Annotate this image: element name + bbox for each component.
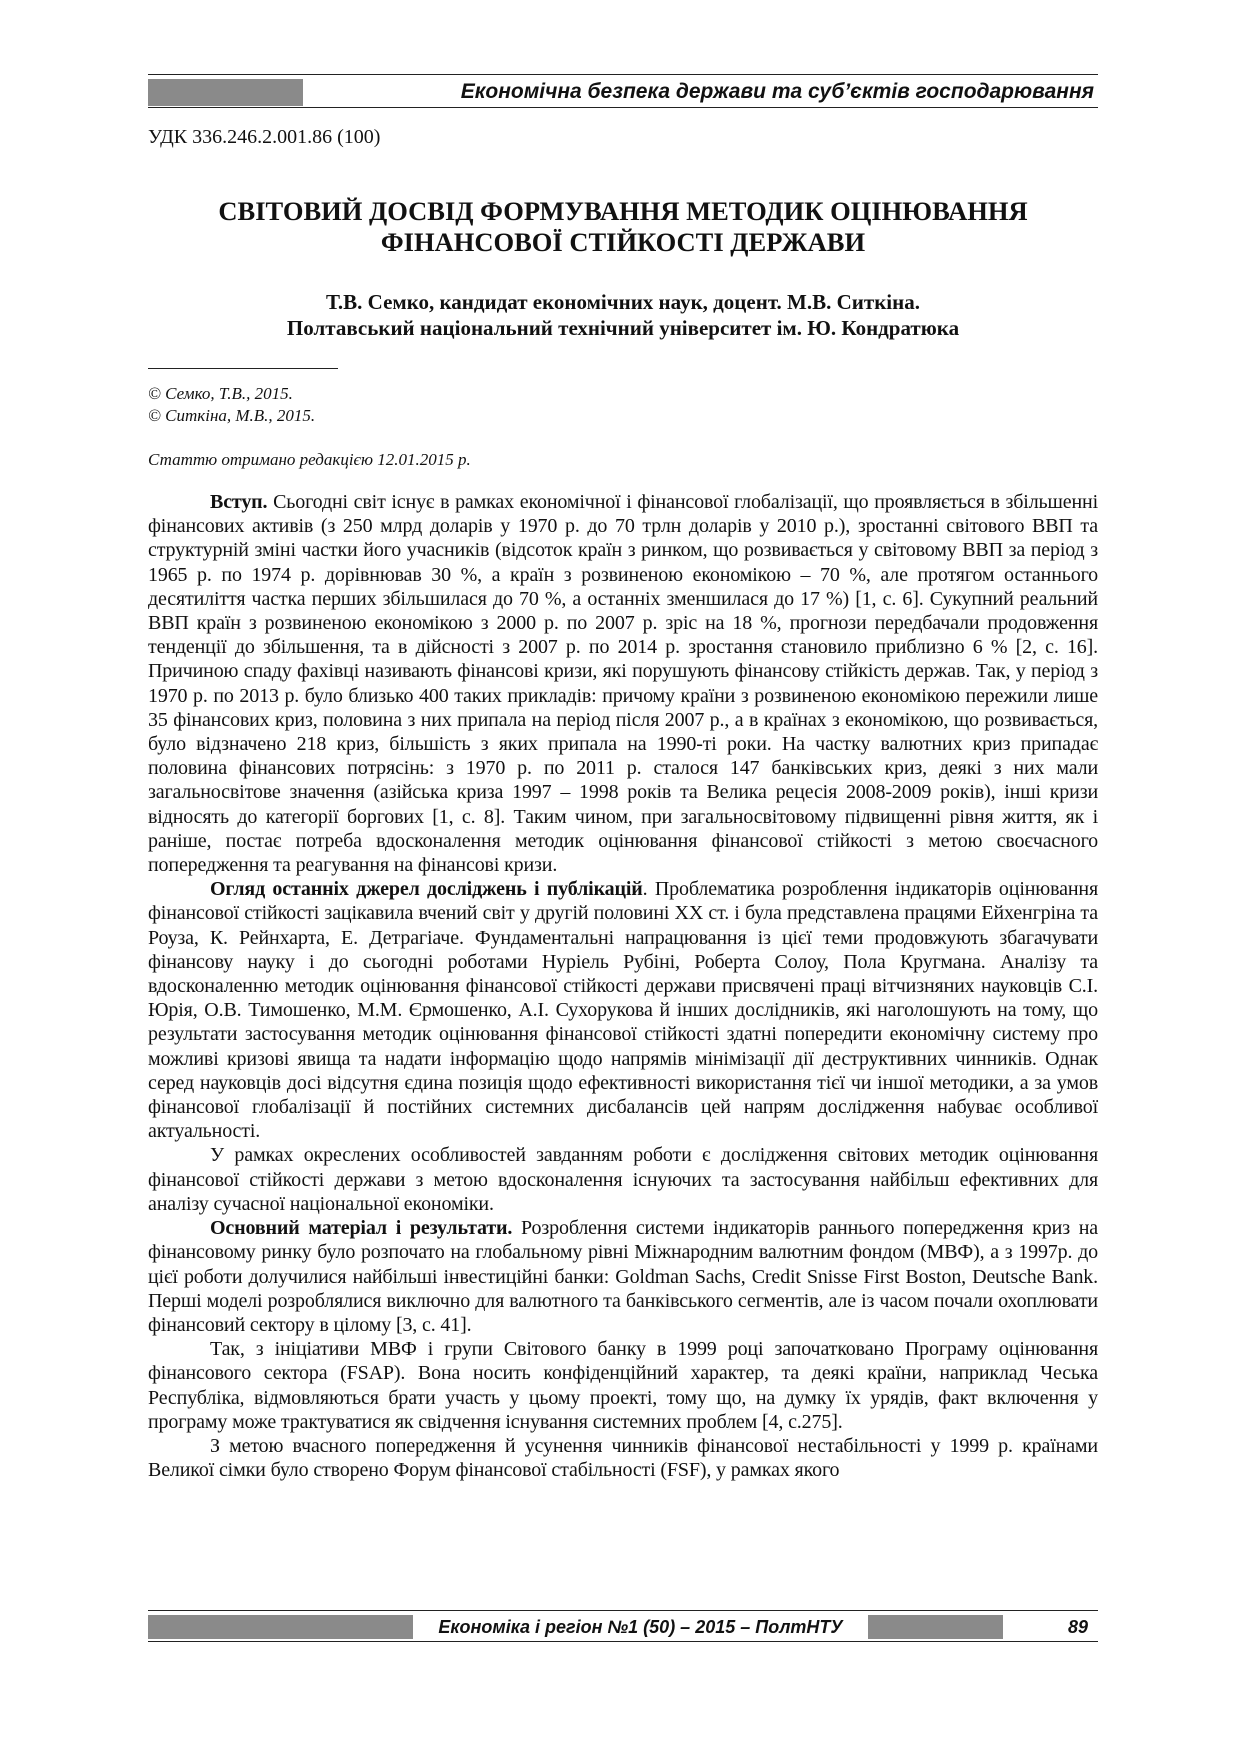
udk-code: УДК 336.246.2.001.86 (100) [148, 126, 381, 148]
paragraph-lead: Вступ. [210, 491, 268, 513]
paragraph-lead: Основний матеріал і результати. [210, 1217, 513, 1240]
journal-issue: Економіка і регіон №1 (50) – 2015 – ПолтНТУ [438, 1617, 843, 1637]
paragraph-text: Розроблення системи індикаторів раннього попередження криз на фінансовому ринку було розпочато на глобальному рівні Міжнародним валютним фондом (МВФ), а з 1997р. до цієї роботи долучилися найбільші інвестиційні банки: Goldman Sachs, Credit Snisse First Boston, Deutsche Bank. Перші моделі розроблялися виключно для валютного та банківського сегментів, але із часом почали охоплювати фінансовий сектору в цілому [3, с. 41]. [148, 1217, 1098, 1336]
header-gray-band [148, 79, 303, 106]
running-header [148, 74, 1098, 110]
footnote-rule [148, 368, 338, 369]
authors-line: Т.В. Семко, кандидат економічних наук, доцент. М.В. Ситкіна. [325, 290, 920, 314]
paragraph-text: . Проблематика розроблення індикаторів оцінювання фінансової стійкості зацікавила вчений світ у другій половині XX ст. і була представлена працями Ейхенгріна та Роуза, К. Рейнхарта, Е. Детрагіаче. Фундаментальні напрацювання із цієї теми продовжують збагачувати фінансову науку і до сьогодні роботами Нуріель Рубіні, Роберта Солоу, Пола Кругмана. Аналізу та вдосконаленню методик оцінювання фінансової стійкості держави присвячені праці вітчизняних науковців С.І. Юрія, О.В. Тимошенко, М.М. Єрмошенко, А.І. Сухорукова й інших дослідників, які наголошують на тому, що результати застосування методик оцінювання фінансової стійкості здатні попередити економічну систему про можливі кризові явища та надати інформацію щодо напрямів мінімізації дії деструктивних чинників. Однак серед науковців досі відсутня єдина позиція щодо ефективності використання тієї чи іншої методики, а за умов фінансової глобалізації й постійних системних дисбалансів цей напрям дослідження набуває особливої актуальності. [148, 878, 1098, 1143]
affiliation-line: Полтавський національний технічний університет ім. Ю. Кондратюка [286, 316, 960, 340]
copyright-line: © Ситкіна, М.В., 2015. [148, 406, 316, 425]
authors-block [148, 289, 1098, 341]
running-footer [148, 1610, 1098, 1644]
paragraph-text: З метою вчасного попередження й усунення чинників фінансової нестабільності у 1999 р. країнами Великої сімки було створено Форум фінансової стабільності (FSF), у рамках якого [148, 1434, 1098, 1482]
running-title: Економічна безпека держави та суб’єктів господарювання [460, 80, 1094, 103]
paragraph-introduction [148, 490, 1098, 877]
paper-title [148, 196, 1098, 258]
paragraph-main-results [148, 1216, 1098, 1337]
page-number: 89 [1067, 1617, 1088, 1637]
footer-rule-top [148, 1610, 1098, 1611]
paragraph-lead: Огляд останніх джерел досліджень і публікацій [210, 878, 643, 901]
title-line-2: ФІНАНСОВОЇ СТІЙКОСТІ ДЕРЖАВИ [380, 227, 866, 257]
paragraph-text: Так, з ініціативи МВФ і групи Світового банку в 1999 році започатковано Програму оцінювання фінансового сектора (FSAP). Вона носить конфіденційний характер, та деякі країни, наприклад Чеська Республіка, відмовляються брати участь у цьому проекті, тому що, на думку їх урядів, факт включення у програму може трактуватися як свідчення існування системних проблем [4, с.275]. [148, 1338, 1098, 1433]
footer-gray-band-right [868, 1615, 1003, 1639]
paragraph-text: Сьогодні світ існує в рамках економічної і фінансової глобалізації, що проявляється в збільшенні фінансових активів (з 250 млрд доларів у 1970 р. до 70 трлн доларів у 2010 р.), зростанні світового ВВП та структурній зміні частки його учасників (відсоток країн з ринком, що розвивається у світовому ВВП за період з 1965 р. по 1974 р. дорівнював 30 %, а країн з розвиненою економікою – 70 %, але протягом останнього десятиліття частка перших збільшилася до 70 %, а останніх зменшилася до 17 %) [1, с. 6]. Сукупний реальний ВВП країн з розвиненою економікою з 2000 р. по 2007 р. зріс на 18 %, прогнози передбачали продовження тенденції до збільшення, та в дійсності з 2007 р. по 2014 р. зростання становило приблизно 6 % [2, с. 16]. Причиною спаду фахівці називають фінансові кризи, які порушують фінансову стійкість держав. Так, у період з 1970 р. по 2013 р. було близько 400 таких прикладів: причому країни з розвиненою економікою пережили лише 35 фінансових криз, половина з них припала на період після 2007 р., а в країнах з економікою, що розвивається, було відзначено 218 криз, більшість з яких припала на 1990-ті роки. На частку валютних криз припадає половина фінансових потрясінь: з 1970 р. по 2011 р. сталося 147 банківських криз, деякі з них мали загальносвітове значення (азійська криза 1997 – 1998 років та Велика рецесія 2008-2009 років), інші кризи відносять до категорії боргових [1, с. 8]. Таким чином, при загальносвітовому підвищенні рівня життя, як і раніше, постає потреба вдосконалення методик оцінювання фінансової стійкості з метою своєчасного попередження та реагування на фінансові кризи. [148, 491, 1098, 877]
paragraph-fsf [148, 1434, 1098, 1482]
article-body [148, 490, 1098, 1482]
paragraph-literature-review [148, 877, 1098, 1143]
header-rule-top [148, 74, 1098, 75]
paragraph-objective [148, 1143, 1098, 1216]
copyright-line: © Семко, Т.В., 2015. [148, 384, 293, 403]
title-line-1: СВІТОВИЙ ДОСВІД ФОРМУВАННЯ МЕТОДИК ОЦІНЮВАННЯ [218, 196, 1028, 226]
footer-gray-band-left [148, 1615, 413, 1639]
header-rule-bottom [148, 107, 1098, 108]
paragraph-fsap [148, 1337, 1098, 1434]
footer-rule-bottom [148, 1641, 1098, 1642]
copyright-notes [148, 383, 315, 427]
received-date: Статтю отримано редакцією 12.01.2015 р. [148, 450, 471, 469]
paragraph-text: У рамках окреслених особливостей завданням роботи є дослідження світових методик оцінювання фінансової стійкості держави з метою вдосконалення існуючих та застосування найбільш ефективних для аналізу сучасної національної економіки. [148, 1144, 1098, 1215]
